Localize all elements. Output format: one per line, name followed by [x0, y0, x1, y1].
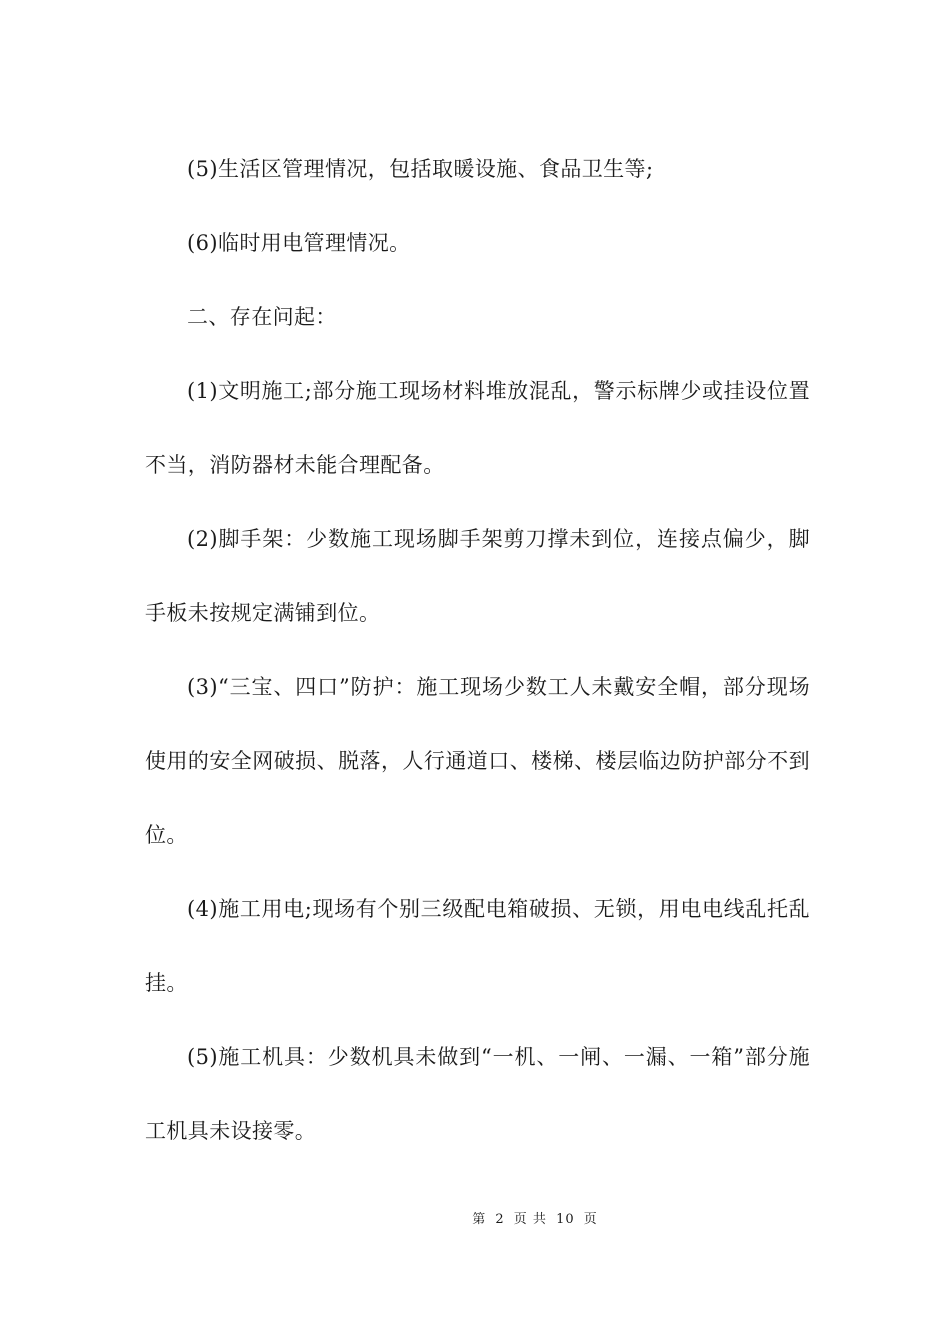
page-label-prefix: 第 — [472, 1212, 487, 1227]
page-label-mid: 页 共 — [513, 1212, 547, 1227]
total-pages-number: 10 — [556, 1212, 575, 1227]
current-page-number: 2 — [495, 1212, 505, 1227]
paragraph: (6)临时用电管理情况。 — [187, 231, 411, 255]
paragraph: (5)生活区管理情况，包括取暖设施、食品卫生等; — [187, 157, 654, 181]
document-body — [145, 132, 810, 1168]
section-heading: 二、存在问起： — [187, 305, 337, 329]
paragraph: (2)脚手架：少数施工现场脚手架剪刀撑未到位，连接点偏少，脚手板未按规定满铺到位。 — [145, 527, 810, 625]
paragraph: (1)文明施工;部分施工现场材料堆放混乱，警示标牌少或挂设位置不当，消防器材未能合理配备。 — [145, 379, 810, 477]
paragraph: (5)施工机具：少数机具未做到“一机、一闸、一漏、一箱”部分施工机具未设接零。 — [145, 1045, 810, 1143]
page-footer — [0, 1208, 950, 1227]
paragraph: (3)“三宝、四口”防护：施工现场少数工人未戴安全帽，部分现场使用的安全网破损、脱落，人行通道口、楼梯、楼层临边防护部分不到位。 — [145, 675, 810, 847]
page-label-suffix: 页 — [583, 1212, 598, 1227]
paragraph: (4)施工用电;现场有个别三级配电箱破损、无锁，用电电线乱托乱挂。 — [145, 897, 810, 995]
